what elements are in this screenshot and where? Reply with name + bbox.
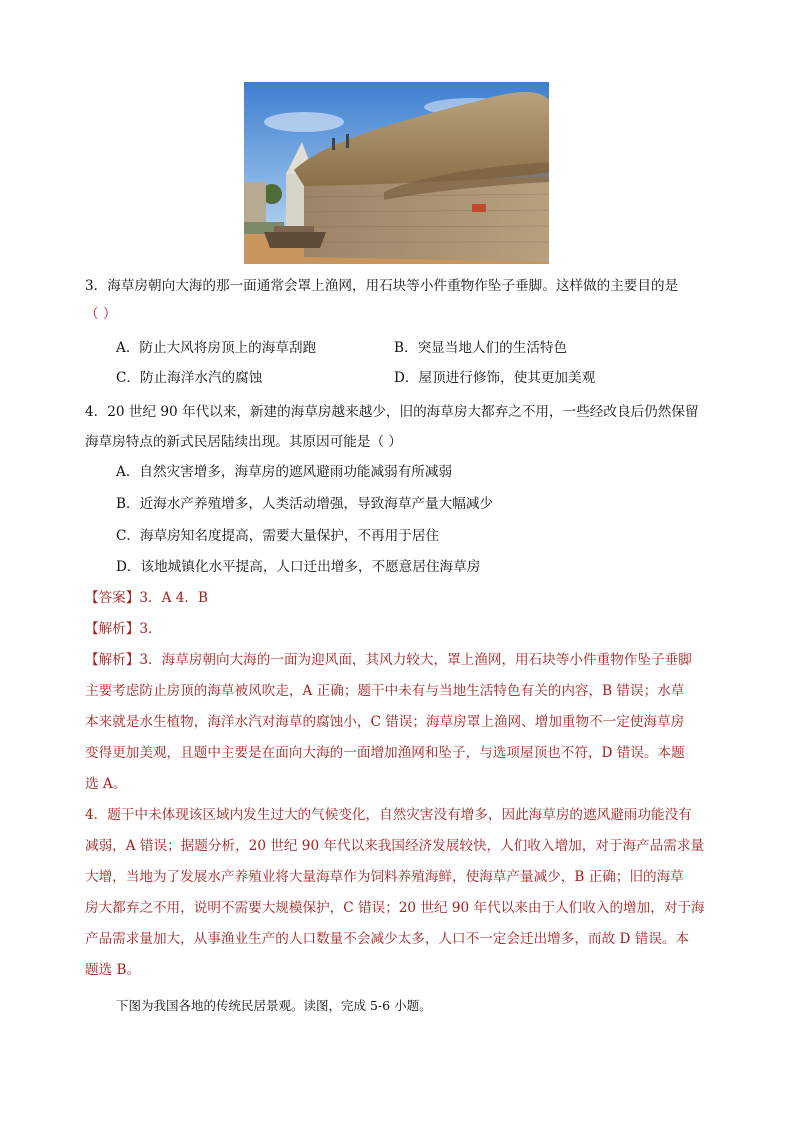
q3-stem-line1: 3．海草房朝向大海的那一面通常会罩上渔网，用石块等小件重物作坠子垂脚。这样做的主要目的是 [85, 278, 679, 294]
q4-option-c: C．海草房知名度提高，需要大量保护，不再用于居住 [116, 528, 440, 544]
analysis-head-line [85, 619, 725, 639]
analysis-head-text: 3． [139, 621, 162, 637]
analysis4-line-6: 题选 B。 [85, 962, 141, 978]
next-question-intro: 下图为我国各地的传统民居景观。读图，完成 5-6 小题。 [116, 998, 432, 1013]
q4-option-d: D．该地城镇化水平提高，人口迁出增多，不愿意居住海草房 [116, 559, 481, 575]
q4-stem-line1: 4．20 世纪 90 年代以来，新建的海草房越来越少，旧的海草房大都弃之不用，一些经改良后仍然保留 [85, 404, 699, 420]
q3-option-d: D．屋顶进行修饰，使其更加美观 [394, 370, 596, 386]
answer-line [85, 588, 725, 608]
q3-option-a: A．防止大风将房顶上的海草刮跑 [116, 340, 317, 356]
analysis4-line-5: 产品需求量加大，从事渔业生产的人口数量不会减少太多，人口不一定会迁出增多，而故 D 错误。本 [85, 931, 690, 947]
analysis3-line-3: 本来就是水生植物，海洋水汽对海草的腐蚀小，C 错误；海草房罩上渔网、增加重物不一定使海草房 [85, 714, 685, 730]
analysis4-line-3: 大增，当地为了发展水产养殖业将大量海草作为饲料养殖海鲜，使海草产量减少，B 正确；旧的海草 [85, 869, 684, 885]
q4-stem-line2: 海草房特点的新式民居陆续出现。其原因可能是（ ） [85, 434, 402, 450]
analysis3-label: 【解析】 [85, 652, 140, 668]
analysis3-line-1: 【解析】3．海草房朝向大海的一面为迎风面，其风力较大，罩上渔网，用石块等小件重物作坠子垂脚 [85, 652, 692, 668]
analysis3-line-5: 选 A。 [85, 776, 127, 792]
analysis3-line-4: 变得更加美观，且题中主要是在面向大海的一面增加渔网和坠子，与选项屋顶也不符，D 错误。本题 [85, 745, 685, 761]
analysis4-line-1: 4．题干中未体现该区域内发生过大的气候变化，自然灾害没有增多，因此海草房的遮风避雨功能没有 [85, 807, 692, 823]
thatched-seaweed-house-photo-icon [244, 82, 549, 264]
analysis4-line-4: 房大都弃之不用，说明不需要大规模保护，C 错误；20 世纪 90 年代以来由于人们收入的增加，对于海 [85, 900, 705, 916]
answer-text: 3．A 4．B [139, 590, 208, 606]
q4-option-a: A．自然灾害增多，海草房的遮风避雨功能减弱有所减弱 [116, 464, 453, 480]
analysis-head-label: 【解析】 [85, 621, 140, 637]
q3-option-b: B．突显当地人们的生活特色 [394, 340, 568, 356]
analysis3-line-2: 主要考虑防止房顶的海草被风吹走，A 正确；题干中未有与当地生活特色有关的内容，B 错误；水草 [85, 683, 685, 699]
answer-label: 【答案】 [85, 590, 140, 606]
seaweed-house-photo [244, 82, 549, 264]
analysis4-line-2: 减弱，A 错误；据题分析，20 世纪 90 年代以来我国经济发展较快，人们收入增加，对于海产品需求量 [85, 838, 705, 854]
q4-option-b: B．近海水产养殖增多，人类活动增强，导致海草产量大幅减少 [116, 496, 494, 512]
q3-option-c: C．防止海洋水汽的腐蚀 [116, 370, 263, 386]
q3-stem-line2: （ ） [85, 306, 117, 322]
